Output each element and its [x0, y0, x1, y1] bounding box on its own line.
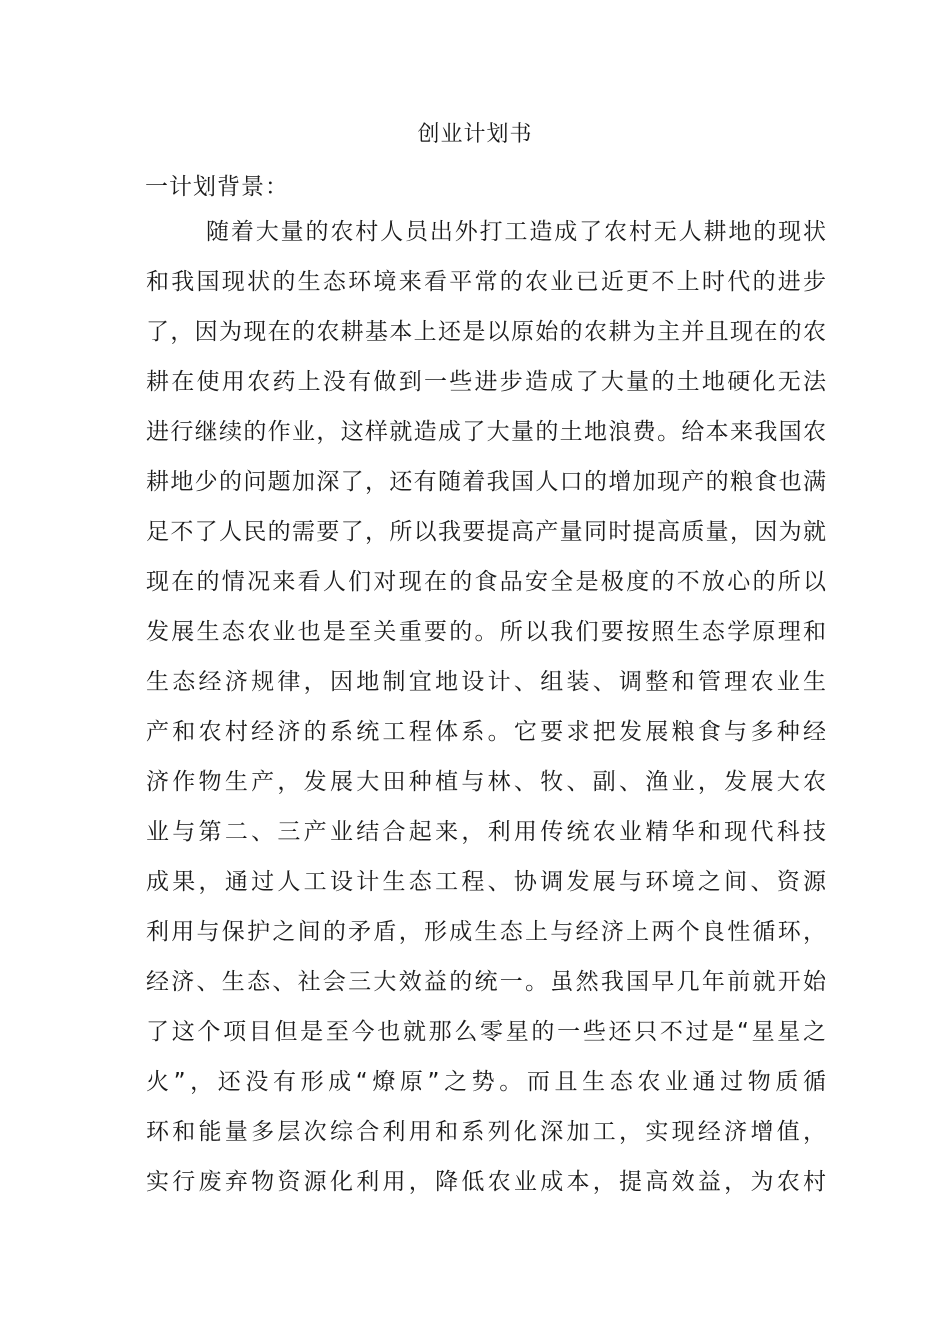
paragraph-line: 产和农村经济的系统工程体系。它要求把发展粮食与多种经	[146, 719, 826, 745]
paragraph-line: 火”，还没有形成“燎原”之势。而且生态农业通过物质循	[146, 1069, 826, 1095]
paragraph-line: 生态经济规律，因地制宜地设计、组装、调整和管理农业生	[146, 669, 826, 695]
paragraph-line: 济作物生产，发展大田种植与林、牧、副、渔业，发展大农	[146, 769, 826, 795]
paragraph-line: 发展生态农业也是至关重要的。所以我们要按照生态学原理和	[146, 619, 826, 645]
paragraph-line: 成果，通过人工设计生态工程、协调发展与环境之间、资源	[146, 869, 826, 895]
paragraph-line: 利用与保护之间的矛盾，形成生态上与经济上两个良性循环，	[146, 919, 826, 945]
document-title: 创业计划书	[417, 122, 533, 147]
paragraph-line: 了这个项目但是至今也就那么零星的一些还只不过是“星星之	[146, 1019, 826, 1045]
paragraph-line: 足不了人民的需要了，所以我要提高产量同时提高质量，因为就	[146, 519, 826, 545]
paragraph-line: 耕在使用农药上没有做到一些进步造成了大量的土地硬化无法	[146, 369, 826, 395]
paragraph-line: 业与第二、三产业结合起来，利用传统农业精华和现代科技	[146, 819, 826, 845]
paragraph-line: 现在的情况来看人们对现在的食品安全是极度的不放心的所以	[146, 569, 826, 595]
paragraph-line: 随着大量的农村人员出外打工造成了农村无人耕地的现状	[206, 219, 826, 245]
paragraph-line: 了，因为现在的农耕基本上还是以原始的农耕为主并且现在的农	[146, 319, 826, 345]
paragraph-line: 和我国现状的生态环境来看平常的农业已近更不上时代的进步	[146, 269, 826, 295]
paragraph-line: 进行继续的作业，这样就造成了大量的土地浪费。给本来我国农	[146, 419, 826, 445]
paragraph-line: 环和能量多层次综合利用和系列化深加工，实现经济增值，	[146, 1119, 826, 1145]
section-heading: 一计划背景：	[145, 174, 289, 200]
paragraph-line: 耕地少的问题加深了，还有随着我国人口的增加现产的粮食也满	[146, 469, 826, 495]
paragraph-line: 实行废弃物资源化利用，降低农业成本，提高效益，为农村	[146, 1169, 826, 1195]
paragraph-line: 经济、生态、社会三大效益的统一。虽然我国早几年前就开始	[146, 969, 826, 995]
